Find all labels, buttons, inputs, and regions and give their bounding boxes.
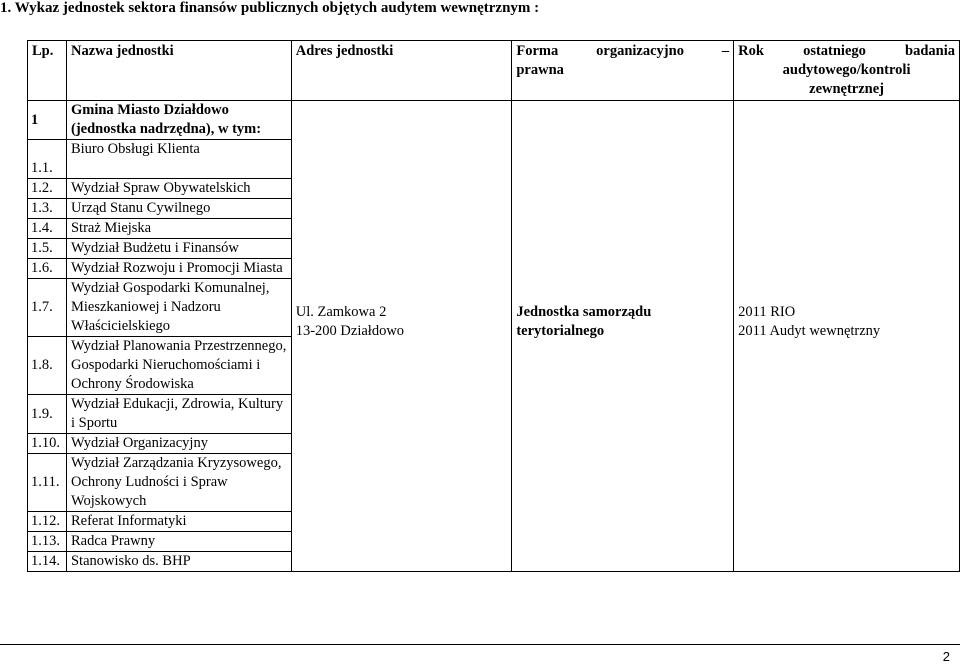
- merged-address-cell: [291, 101, 512, 572]
- row-name: Referat Informatyki: [66, 512, 291, 532]
- row-name: Wydział Planowania Przestrzennego, Gospodarki Nieruchomościami i Ochrony Środowiska: [66, 337, 291, 395]
- form-line1: Jednostka samorządu: [516, 303, 652, 320]
- year-line2: 2011 Audyt wewnętrzny: [738, 322, 881, 339]
- page-bottom-rule: [0, 644, 960, 645]
- row-lp: 1.11.: [28, 454, 67, 512]
- merged-year-cell: [734, 101, 960, 572]
- row-lp: 1.1.: [28, 140, 67, 179]
- row-lp: 1.8.: [28, 337, 67, 395]
- header-year-part1: Rok: [738, 43, 764, 59]
- row-lp: 1.9.: [28, 395, 67, 434]
- year-line1: 2011 RIO: [738, 303, 796, 320]
- row-name: Wydział Zarządzania Kryzysowego, Ochrony Ludności i Spraw Wojskowych: [66, 454, 291, 512]
- merged-form-cell: [512, 101, 734, 572]
- row-lp: 1: [28, 101, 67, 140]
- row-lp: 1.6.: [28, 259, 67, 279]
- table-row: [28, 101, 960, 140]
- header-year: [734, 41, 960, 101]
- section-heading: 1. Wykaz jednostek sektora finansów publicznych objętych audytem wewnętrznym :: [0, 0, 540, 16]
- header-form: [512, 41, 734, 101]
- row-lp: 1.14.: [28, 552, 67, 572]
- row-name: Gmina Miasto Działdowo (jednostka nadrzędna), w tym:: [66, 101, 291, 140]
- header-form-dash: –: [721, 43, 730, 59]
- row-name: Radca Prawny: [66, 532, 291, 552]
- row-lp: 1.2.: [28, 179, 67, 199]
- row-lp: 1.5.: [28, 239, 67, 259]
- row-lp: 1.7.: [28, 279, 67, 337]
- header-form-part2: organizacyjno: [596, 43, 684, 59]
- header-address: Adres jednostki: [291, 41, 512, 101]
- header-lp: Lp.: [28, 41, 67, 101]
- form-line2: terytorialnego: [516, 322, 605, 339]
- page-number: 2: [942, 649, 950, 664]
- units-table: [27, 40, 960, 572]
- header-year-part3: badania: [905, 43, 955, 59]
- row-lp: 1.4.: [28, 219, 67, 239]
- row-name: Straż Miejska: [66, 219, 291, 239]
- header-year-part2: ostatniego: [803, 43, 866, 59]
- header-form-part1: Forma: [516, 43, 559, 59]
- row-lp: 1.13.: [28, 532, 67, 552]
- row-name: Wydział Spraw Obywatelskich: [66, 179, 291, 199]
- row-lp: 1.3.: [28, 199, 67, 219]
- address-line2: 13-200 Działdowo: [295, 322, 405, 339]
- table-header-row: [28, 41, 960, 101]
- row-name: Wydział Edukacji, Zdrowia, Kultury i Sportu: [66, 395, 291, 434]
- row-name: Stanowisko ds. BHP: [66, 552, 291, 572]
- row-name: Wydział Gospodarki Komunalnej, Mieszkaniowej i Nadzoru Właścicielskiego: [66, 279, 291, 337]
- row-lp: 1.10.: [28, 434, 67, 454]
- header-year-line3: zewnętrznej: [809, 81, 885, 97]
- row-lp: 1.12.: [28, 512, 67, 532]
- row-name: Wydział Rozwoju i Promocji Miasta: [66, 259, 291, 279]
- row-name: Wydział Organizacyjny: [66, 434, 291, 454]
- row-name: Wydział Budżetu i Finansów: [66, 239, 291, 259]
- row-name: Urząd Stanu Cywilnego: [66, 199, 291, 219]
- address-line1: Ul. Zamkowa 2: [295, 303, 387, 320]
- header-form-line2: prawna: [516, 62, 564, 78]
- row-name: Biuro Obsługi Klienta: [66, 140, 291, 179]
- header-name: Nazwa jednostki: [66, 41, 291, 101]
- header-year-line2: audytowego/kontroli: [782, 62, 911, 78]
